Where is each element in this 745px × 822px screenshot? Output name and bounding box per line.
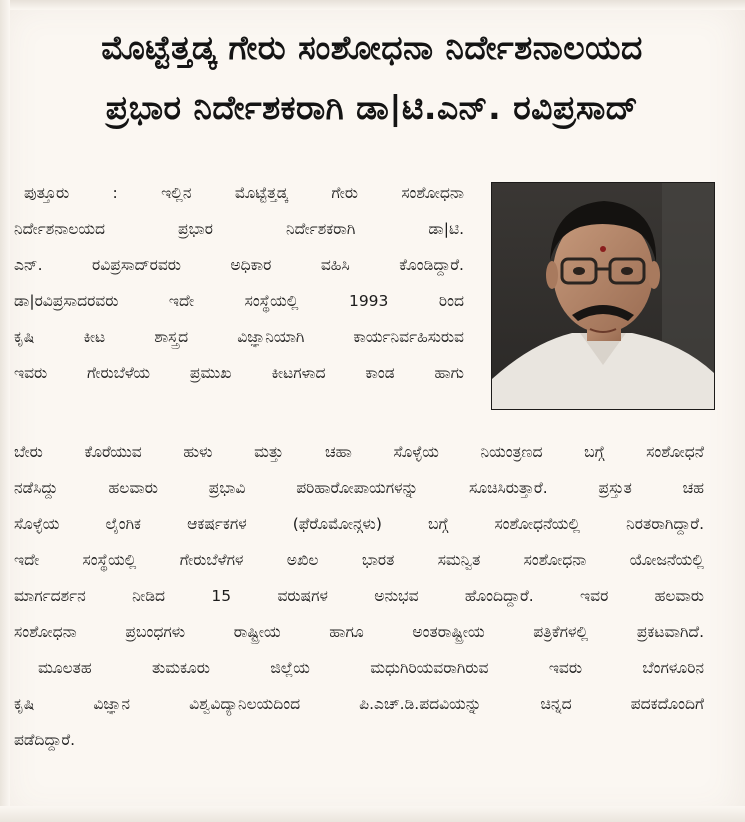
paper-edge-left [0,0,10,822]
body-line: ಪಡೆದಿದ್ದಾರೆ. [14,731,76,749]
body-line: ಸಂಶೋಧನಾ ಪ್ರಬಂಧಗಳು ರಾಷ್ಟ್ರೀಯ ಹಾಗೂ ಅಂತರಾಷ್ಟ್ರೀಯ ಪತ್ರಿಕೆಗಳಲ್ಲಿ ಪ್ರಕಟವಾಗಿದೆ. [14,623,704,641]
paper-edge-top [0,0,745,10]
portrait-photo [491,182,715,410]
body-line: ಬೇರು ಕೊರೆಯುವ ಹುಳು ಮತ್ತು ಚಹಾ ಸೊಳ್ಳೆಯ ನಿಯಂತ್ರಣದ ಬಗ್ಗೆ ಸಂಶೋಧನೆ [14,443,704,461]
body-line: ನಿರ್ದೇಶನಾಲಯದ ಪ್ರಭಾರ ನಿರ್ದೇಶಕರಾಗಿ ಡಾ|ಟಿ. [14,220,464,238]
body-line: ಪುತ್ತೂರು : ಇಲ್ಲಿನ ಮೊಟ್ಟೆತ್ತಡ್ಕ ಗೇರು ಸಂಶೋಧನಾ [24,184,464,202]
headline-line-1: ಮೊಟ್ಟೆತ್ತಡ್ಕ ಗೇರು ಸಂಶೋಧನಾ ನಿರ್ದೇಶನಾಲಯದ [101,28,643,67]
body-line: ಕೃಷಿ ಕೀಟ ಶಾಸ್ತ್ರದ ವಿಜ್ಞಾನಿಯಾಗಿ ಕಾರ್ಯನಿರ್ವಹಿಸುರುವ [14,328,464,346]
body-line: ಇವರು ಗೇರುಬೆಳೆಯ ಪ್ರಮುಖ ಕೀಟಗಳಾದ ಕಾಂಡ ಹಾಗು [14,364,464,382]
body-line: ನಡೆಸಿದ್ದು ಹಲವಾರು ಪ್ರಭಾವಿ ಪರಿಹಾರೋಪಾಯಗಳನ್ನು ಸೂಚಿಸಿರುತ್ತಾರೆ. ಪ್ರಸ್ತುತ ಚಹ [14,479,704,497]
body-line: ಮೂಲತಹ ತುಮಕೂರು ಜಿಲ್ಲೆಯ ಮಧುಗಿರಿಯವರಾಗಿರುವ ಇವರು ಬೆಂಗಳೂರಿನ [38,659,704,677]
body-line: ಕೃಷಿ ವಿಜ್ಞಾನ ವಿಶ್ವವಿದ್ಯಾನಿಲಯದಿಂದ ಪಿ.ಎಚ್.ಡಿ.ಪದವಿಯನ್ನು ಚಿನ್ನದ ಪದಕದೊಂದಿಗೆ [14,695,704,713]
body-line: ಡಾ|ರವಿಪ್ರಸಾದರವರು ಇದೇ ಸಂಸ್ಥೆಯಲ್ಲಿ 1993 ರಿಂದ [14,292,464,310]
body-line: ಎನ್. ರವಿಪ್ರಸಾದ್‌ರವರು ಅಧಿಕಾರ ವಹಿಸಿ ಕೊಂಡಿದ್ದಾರೆ. [14,256,464,274]
body-line: ಇದೇ ಸಂಸ್ಥೆಯಲ್ಲಿ ಗೇರುಬೆಳೆಗಳ ಅಖಿಲ ಭಾರತ ಸಮನ್ವಿತ ಸಂಶೋಧನಾ ಯೋಜನೆಯಲ್ಲಿ [14,551,704,569]
portrait-image [492,183,714,409]
paper-edge-bottom [0,806,745,822]
body-line: ಮಾರ್ಗದರ್ಶನ ನೀಡಿದ 15 ವರುಷಗಳ ಅನುಭವ ಹೊಂದಿದ್ದಾರೆ. ಇವರ ಹಲವಾರು [14,587,704,605]
headline [14,18,730,138]
headline-line-2: ಪ್ರಭಾರ ನಿರ್ದೇಶಕರಾಗಿ ಡಾ|ಟಿ.ಎನ್. ರವಿಪ್ರಸಾದ್ [105,88,639,127]
body-line: ಸೊಳ್ಳೆಯ ಲೈಂಗಿಕ ಆಕರ್ಷಕಗಳ (ಫೆರೊಮೋನ್ಗಳು) ಬಗ್ಗೆ ಸಂಶೋಧನೆಯಲ್ಲಿ ನಿರತರಾಗಿದ್ದಾರೆ. [14,515,704,533]
